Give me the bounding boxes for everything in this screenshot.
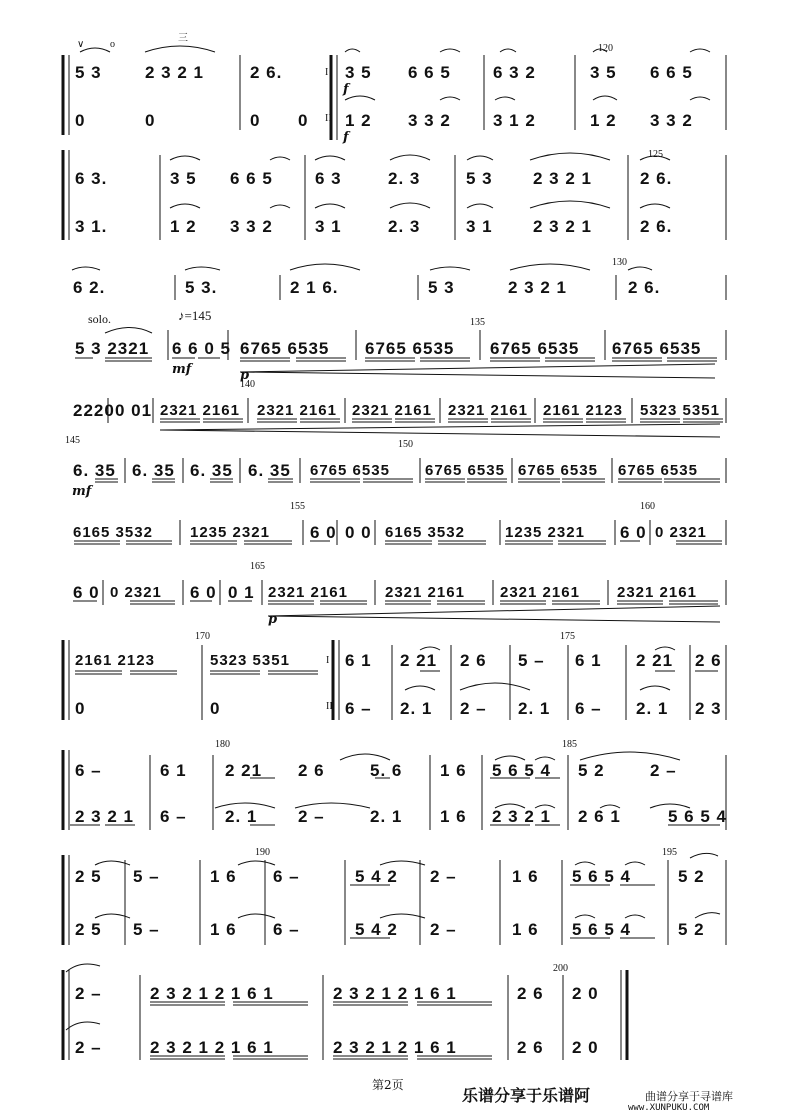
note-group: 2 5 (75, 867, 102, 886)
note-group: 5 6 5 4 (492, 761, 551, 780)
note-group: 5 6 5 4 (572, 920, 631, 939)
note-group: 5 6 5 4 (668, 807, 727, 826)
note-group: 6. 35 (190, 461, 233, 480)
measure-number: 150 (398, 439, 413, 450)
note-group: 2 6 (517, 1038, 544, 1057)
note-group: 3 3 2 (650, 111, 693, 130)
note-group: 1 6 (440, 761, 467, 780)
note-group: 2 21 (400, 651, 438, 670)
measure-number: 165 (250, 561, 265, 572)
note-group: 6165 3532 (73, 524, 153, 541)
note-group: 6 0 (73, 583, 100, 602)
note-group: 3 1 (466, 217, 493, 236)
note-group: 3 1. (75, 217, 108, 236)
system-1-lines (63, 43, 726, 140)
note-group: 2321 2161 (385, 584, 465, 601)
measure-number: 140 (240, 379, 255, 390)
note-group: 6165 3532 (385, 524, 465, 541)
note-group: 6765 6535 (612, 339, 702, 358)
note-group: 2 6 (517, 984, 544, 1003)
note-group: 2 – (75, 984, 102, 1003)
note-group: 1 2 (345, 111, 372, 130)
note-group: 2 6 1 (578, 807, 621, 826)
measure-number: 145 (65, 435, 80, 446)
note-group: 5 3 (75, 63, 102, 82)
note-group: 0 1 (228, 583, 255, 602)
note-group: 5 2 (678, 920, 705, 939)
note-group: 2 6 (298, 761, 325, 780)
note-group: 6 6 0 5 (172, 339, 231, 358)
measure-number: 135 (470, 317, 485, 328)
note-group: 6765 6535 (425, 462, 505, 479)
note-group: 6765 6535 (490, 339, 580, 358)
note-group: 2321 2161 (448, 402, 528, 419)
note-group: 2. 1 (518, 699, 551, 718)
note-group: 2 – (75, 1038, 102, 1057)
note-group: 6 – (75, 761, 102, 780)
note-group: 5 2 (578, 761, 605, 780)
dynamic-f: f (343, 130, 349, 145)
note-group: 2 3 2 1 (145, 63, 204, 82)
note-group: 2. 1 (400, 699, 433, 718)
note-group: 6 3 2 (493, 63, 536, 82)
note-group: 3 5 (590, 63, 617, 82)
note-group: 1 6 (210, 920, 237, 939)
note-group: 3 3 2 (230, 217, 273, 236)
note-group: 2 – (430, 867, 457, 886)
note-group: 0 (298, 111, 309, 130)
note-group: 6 – (575, 699, 602, 718)
note-group: 6. 35 (248, 461, 291, 480)
note-group: 5323 5351 (210, 652, 290, 669)
note-group: 5323 5351 (640, 402, 720, 419)
note-group: 2 3 2 1 2 1 6 1 (333, 1038, 457, 1057)
note-group: 1 2 (170, 217, 197, 236)
note-group: 5 3 (466, 169, 493, 188)
watermark-left: 乐谱分享于乐谱阿 (462, 1086, 591, 1105)
note-group: 0 (75, 699, 86, 718)
note-group: 2 3 2 1 (75, 807, 134, 826)
note-group: 6 6 5 (230, 169, 273, 188)
note-group: 2 3 2 1 (492, 807, 551, 826)
measure-number: 185 (562, 739, 577, 750)
note-group: 0 2321 (110, 584, 162, 601)
note-group: 2 3 2 1 (533, 169, 592, 188)
note-group: 2 – (650, 761, 677, 780)
note-group: 2321 2161 (268, 584, 348, 601)
note-group: 2 – (460, 699, 487, 718)
watermark-right-title: 曲谱分享于寻谱库 (645, 1090, 733, 1103)
note-group: 2 6 (695, 651, 722, 670)
note-group: 2321 2161 (352, 402, 432, 419)
note-group: 2 0 (572, 1038, 599, 1057)
note-group: 2. 3 (388, 169, 421, 188)
measure-number: 170 (195, 631, 210, 642)
dynamic-mf: mf (172, 362, 192, 377)
note-group: 3 3 2 (408, 111, 451, 130)
note-group: 2 21 (225, 761, 263, 780)
note-group: 5 3 2321 (75, 339, 150, 358)
note-group: 3 5 (170, 169, 197, 188)
note-group: 2 5 (75, 920, 102, 939)
dynamic-p: p (240, 368, 250, 383)
note-group: 2 3 2 1 (533, 217, 592, 236)
note-group: 1 6 (512, 867, 539, 886)
note-group: 5 2 (678, 867, 705, 886)
note-group: 6 6 5 (650, 63, 693, 82)
note-group: 0 (250, 111, 261, 130)
note-group: 6765 6535 (310, 462, 390, 479)
note-group: 5 – (133, 920, 160, 939)
note-group: 0 (145, 111, 156, 130)
note-group: 6 6 5 (408, 63, 451, 82)
note-group: 2 21 (636, 651, 674, 670)
measure-number: 180 (215, 739, 230, 750)
note-group: 6. 35 (132, 461, 175, 480)
note-group: 5 3 (428, 278, 455, 297)
note-group: 2 – (298, 807, 325, 826)
watermark-right-url: www.XUNPUKU.COM (628, 1103, 710, 1113)
note-group: 3 1 2 (493, 111, 536, 130)
breath-mark: ∨ (77, 39, 85, 50)
note-group: 6765 6535 (365, 339, 455, 358)
note-group: 2 6. (628, 278, 661, 297)
note-group: 0 0 (345, 523, 372, 542)
note-group: 6 1 (160, 761, 187, 780)
measure-number: 130 (612, 257, 627, 268)
system-9-lines (63, 640, 726, 720)
dynamic-f: f (343, 82, 349, 97)
note-group: 2 6. (250, 63, 283, 82)
note-group: 6. 35 (73, 461, 116, 480)
string-mark: 三 (178, 33, 188, 44)
measure-number: 125 (648, 149, 663, 160)
note-group: 2161 2123 (75, 652, 155, 669)
note-group: 6 0 (190, 583, 217, 602)
dynamic-p: p (268, 612, 278, 627)
note-group: 2 0 (572, 984, 599, 1003)
note-group: 6 0 (310, 523, 337, 542)
note-group: 1 6 (512, 920, 539, 939)
note-group: 6 1 (575, 651, 602, 670)
note-group: 5 – (133, 867, 160, 886)
note-group: 2 3 2 1 (508, 278, 567, 297)
note-group: 1235 2321 (505, 524, 585, 541)
measure-number: 190 (255, 847, 270, 858)
note-group: 2 6. (640, 169, 673, 188)
note-group: 2. 1 (225, 807, 258, 826)
note-group: 2. 3 (388, 217, 421, 236)
note-group: 2. 1 (370, 807, 403, 826)
note-group: 2321 2161 (500, 584, 580, 601)
note-group: 2321 2161 (617, 584, 697, 601)
part-label-2: II (325, 113, 332, 124)
note-group: 1 2 (590, 111, 617, 130)
note-group: 6 – (160, 807, 187, 826)
note-group: 6 – (273, 867, 300, 886)
note-group: 2 – (430, 920, 457, 939)
note-group: 1 6 (210, 867, 237, 886)
note-group: 3 1 (315, 217, 342, 236)
note-group: 2 6. (640, 217, 673, 236)
measure-number: 155 (290, 501, 305, 512)
note-group: 6765 6535 (618, 462, 698, 479)
note-group: 0 (75, 111, 86, 130)
note-group: 6765 6535 (518, 462, 598, 479)
solo-mark: solo. (88, 312, 112, 326)
note-group: 2321 2161 (257, 402, 337, 419)
measure-number: 195 (662, 847, 677, 858)
note-group: 0 2321 (655, 524, 707, 541)
measure-number: 120 (598, 43, 613, 54)
note-group: 2321 2161 (160, 402, 240, 419)
part-label-2: II (326, 701, 333, 712)
note-group: 2 3 (695, 699, 722, 718)
note-group: 2 3 2 1 2 1 6 1 (333, 984, 457, 1003)
note-group: 6 – (273, 920, 300, 939)
note-group: 6 1 (345, 651, 372, 670)
note-group: 6 0 (620, 523, 647, 542)
note-group: 2161 2123 (543, 402, 623, 419)
note-group: 1235 2321 (190, 524, 270, 541)
note-group: 6 3. (75, 169, 108, 188)
note-group: 5 4 2 (355, 867, 398, 886)
part-label-1: I (325, 67, 329, 78)
measure-number: 200 (553, 963, 568, 974)
note-group: 2 6 (460, 651, 487, 670)
note-group: 5 – (518, 651, 545, 670)
note-group: 0 (210, 699, 221, 718)
harmonic-mark: o (110, 39, 115, 50)
note-group: 5 6 5 4 (572, 867, 631, 886)
note-group: 6765 6535 (240, 339, 330, 358)
note-group: 6 2. (73, 278, 106, 297)
note-group: 3 5 (345, 63, 372, 82)
tempo-mark: ♪=145 (178, 308, 212, 323)
note-group: 0 01 (115, 401, 153, 420)
note-group: 6 – (345, 699, 372, 718)
measure-number: 160 (640, 501, 655, 512)
note-group: 5. 6 (370, 761, 403, 780)
dynamic-mf: mf (72, 484, 92, 499)
measure-number: 175 (560, 631, 575, 642)
note-group: 2 3 2 1 2 1 6 1 (150, 1038, 274, 1057)
page-number: 第2页 (372, 1078, 404, 1092)
note-group: 1 6 (440, 807, 467, 826)
note-group: 6 3 (315, 169, 342, 188)
note-group: 5 4 2 (355, 920, 398, 939)
part-label-1: I (326, 655, 330, 666)
note-group: 2. 1 (636, 699, 669, 718)
note-group: 2220 (73, 401, 115, 420)
note-group: 2 3 2 1 2 1 6 1 (150, 984, 274, 1003)
note-group: 5 3. (185, 278, 218, 297)
note-group: 2 1 6. (290, 278, 339, 297)
